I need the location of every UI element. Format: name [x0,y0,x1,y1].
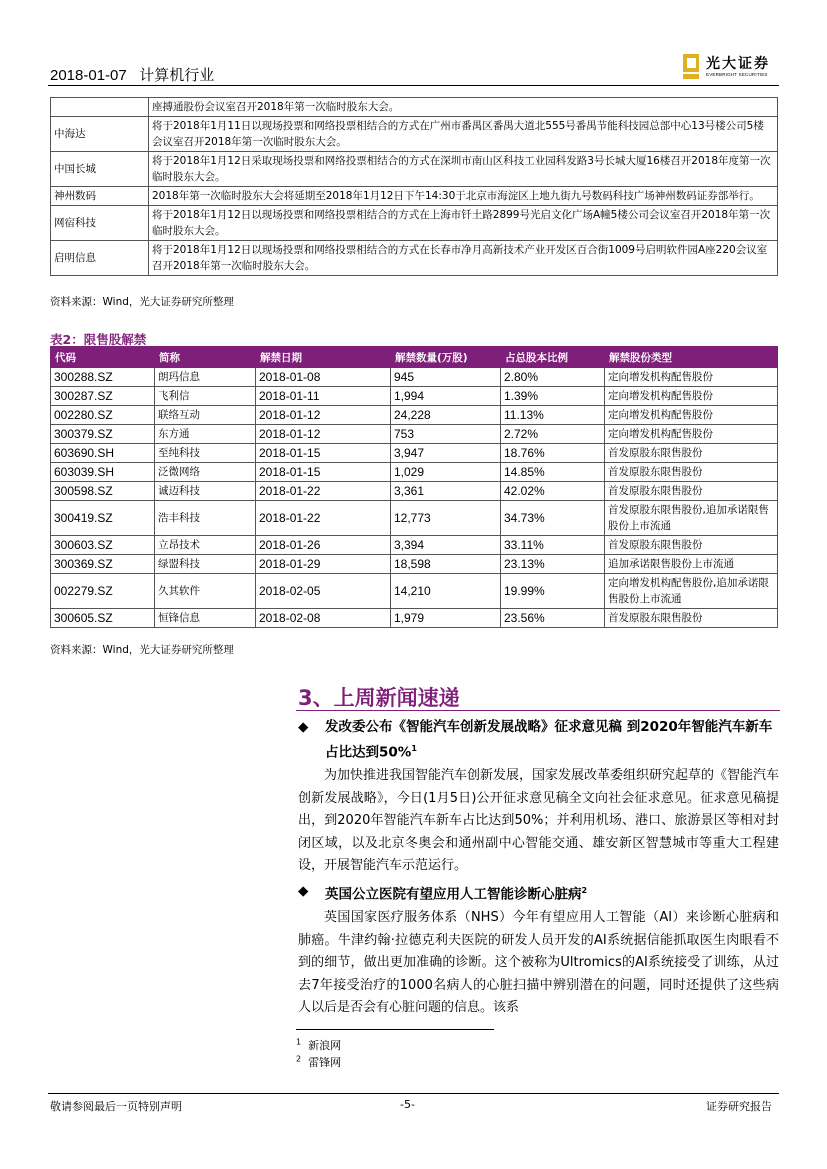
footer-rule [48,1093,779,1094]
lockup-table-row [51,501,778,536]
lockup-table-row [51,555,778,574]
footnote-number: 1 [296,1037,302,1047]
cell-name: 至纯科技 [155,444,256,463]
cell-date: 2018-01-26 [256,536,391,555]
cell-code: 603039.SH [51,463,155,482]
cell-name: 朗玛信息 [155,368,256,387]
cell-quantity: 24,228 [391,406,501,425]
cell-quantity: 3,361 [391,482,501,501]
cell-date: 2018-01-22 [256,482,391,501]
cell-quantity: 1,029 [391,463,501,482]
company-name: 网宿科技 [51,206,149,241]
cell-name: 诚迈科技 [155,482,256,501]
cell-quantity: 3,947 [391,444,501,463]
cell-name: 恒锋信息 [155,609,256,628]
cell-ratio: 18.76% [501,444,605,463]
cell-code: 300369.SZ [51,555,155,574]
header-col-date: 解禁日期 [256,347,391,368]
header-col-ratio: 占总股本比例 [501,347,605,368]
header-date-industry [50,64,214,85]
cell-ratio: 1.39% [501,387,605,406]
lockup-table-row [51,406,778,425]
cell-name: 久其软件 [155,574,256,609]
meetings-table [50,97,778,276]
footnote-text: 新浪网 [308,1039,342,1052]
company-logo [682,52,782,82]
cell-type: 首发原股东限售股份,追加承诺限售股份上市流通 [605,501,778,536]
meetings-source: 资料来源：Wind，光大证券研究所整理 [50,296,234,308]
cell-type: 定向增发机构配售股份 [605,368,778,387]
section-rule [296,710,780,711]
company-name: 神州数码 [51,187,149,206]
meeting-description: 将于2018年1月12日以现场投票和网络投票相结合的方式在上海市钎土路2899号光启文化广场A幢5楼公司会议室召开2018年第一次临时股东大会。 [149,206,778,241]
news-body-1: 为加快推进我国智能汽车创新发展，国家发展改革委组织研究起草的《智能汽车创新发展战略》，今日(1月5日)公开征求意见稿全文向社会征求意见。征求意见稿提出，到2020年智能汽车新车占比达到50%；并利用机场、港口、旅游景区等相对封闭区域，以及北京冬奥会和通州副中心智能交通、雄安新区智慧城市等重大工程建设，开展智能汽车示范运行。 [298,768,780,873]
cell-type: 首发原股东限售股份 [605,536,778,555]
cell-ratio: 23.56% [501,609,605,628]
footnote-number: 2 [296,1054,302,1064]
meeting-description: 2018年第一次临时股东大会将延期至2018年1月12日下午14:30于北京市海淀区上地九街九号数码科技广场神州数码证券部举行。 [149,187,778,206]
cell-ratio: 19.99% [501,574,605,609]
footnote-ref: 2 [581,886,588,895]
company-name [51,98,149,117]
report-date: 2018-01-07 [50,67,127,84]
cell-name: 绿盟科技 [155,555,256,574]
meeting-description: 座搏通股份会议室召开2018年第一次临时股东大会。 [149,98,778,117]
header-rule [48,85,779,86]
cell-type: 定向增发机构配售股份 [605,425,778,444]
cell-code: 300419.SZ [51,501,155,536]
cell-name: 立昂技术 [155,536,256,555]
cell-quantity: 945 [391,368,501,387]
footnote-rule [296,1029,494,1030]
cell-name: 泛微网络 [155,463,256,482]
cell-name: 东方通 [155,425,256,444]
cell-ratio: 33.11% [501,536,605,555]
cell-ratio: 42.02% [501,482,605,501]
cell-code: 002279.SZ [51,574,155,609]
cell-date: 2018-02-08 [256,609,391,628]
cell-ratio: 14.85% [501,463,605,482]
header-col-name: 简称 [155,347,256,368]
company-name: 中国长城 [51,152,149,187]
footnote-2 [296,1054,341,1070]
meeting-description: 将于2018年1月11日以现场投票和网络投票相结合的方式在广州市番禺区番禺大道北555号番禺节能科技园总部中心13号楼公司5楼会议室召开2018年第一次临时股东大会。 [149,117,778,152]
cell-type: 首发原股东限售股份 [605,609,778,628]
lockup-table-row [51,387,778,406]
cell-type: 定向增发机构配售股份,追加承诺限售股份上市流通 [605,574,778,609]
logo-text: 光大证券 [706,56,770,72]
cell-date: 2018-01-22 [256,501,391,536]
cell-type: 追加承诺限售股份上市流通 [605,555,778,574]
meetings-table-row [51,206,778,241]
header-col-type: 解禁股份类型 [605,347,778,368]
cell-date: 2018-01-12 [256,406,391,425]
cell-type: 定向增发机构配售股份 [605,387,778,406]
lockup-table-row [51,574,778,609]
diamond-bullet-icon: ◆ [298,883,309,899]
cell-ratio: 2.80% [501,368,605,387]
cell-date: 2018-01-08 [256,368,391,387]
lockup-table-row [51,444,778,463]
meetings-table-row [51,241,778,276]
lockup-table-row [51,609,778,628]
cell-date: 2018-01-29 [256,555,391,574]
news-headline-text: 英国公立医院有望应用人工智能诊断心脏病 [325,886,582,903]
cell-quantity: 18,598 [391,555,501,574]
meeting-description: 将于2018年1月12日采取现场投票和网络投票相结合的方式在深圳市南山区科技工业园科发路3号长城大厦16楼召开2018年度第一次临时股东大会。 [149,152,778,187]
cell-quantity: 3,394 [391,536,501,555]
header-col-quantity: 解禁数量(万股) [391,347,501,368]
cell-type: 定向增发机构配售股份 [605,406,778,425]
news-headline-text: 发改委公布《智能汽车创新发展战略》征求意见稿 到2020年智能汽车新车占比达到50% [325,719,773,761]
logo-mark-icon [682,54,702,80]
cell-type: 首发原股东限售股份 [605,482,778,501]
cell-type: 首发原股东限售股份 [605,463,778,482]
cell-quantity: 12,773 [391,501,501,536]
cell-date: 2018-01-15 [256,463,391,482]
cell-code: 603690.SH [51,444,155,463]
industry-name: 计算机行业 [139,67,215,84]
lockup-table-row [51,425,778,444]
footer-report-type: 证券研究报告 [706,1100,772,1113]
cell-code: 300379.SZ [51,425,155,444]
lockup-table-row [51,368,778,387]
cell-code: 300605.SZ [51,609,155,628]
section-title: 3、上周新闻速递 [298,686,460,710]
cell-date: 2018-01-12 [256,425,391,444]
footnote-1 [296,1037,341,1053]
cell-name: 联络互动 [155,406,256,425]
company-name: 中海达 [51,117,149,152]
lockup-table-row [51,463,778,482]
meetings-table-row [51,187,778,206]
meetings-table-row [51,98,778,117]
company-name: 启明信息 [51,241,149,276]
news-body-2: 英国国家医疗服务体系（NHS）今年有望应用人工智能（AI）来诊断心脏病和肺癌。牛津约翰·拉德克利夫医院的研发人员开发的AI系统据信能抓取医生肉眼看不到的细节，做出更加准确的诊断。这个被称为Ultromics的AI系统接受了训练，从过去7年接受治疗的1000名病人的心脏扫描中辨别潜在的问题，同时还提供了这些病人以后是否会有心脏问题的信息。该系 [298,910,779,1015]
cell-quantity: 1,979 [391,609,501,628]
lockup-source: 资料来源：Wind，光大证券研究所整理 [50,644,234,656]
cell-quantity: 753 [391,425,501,444]
cell-date: 2018-02-05 [256,574,391,609]
lockup-table-row [51,482,778,501]
cell-name: 飞利信 [155,387,256,406]
news-headline-2 [298,880,588,903]
cell-code: 300598.SZ [51,482,155,501]
lockup-table [50,346,778,628]
cell-quantity: 1,994 [391,387,501,406]
cell-code: 300287.SZ [51,387,155,406]
cell-type: 首发原股东限售股份 [605,444,778,463]
footnote-ref: 1 [411,744,417,753]
cell-ratio: 2.72% [501,425,605,444]
logo-subtext: EVERBRIGHT SECURITIES [706,72,768,77]
meetings-table-row [51,117,778,152]
diamond-bullet-icon: ◆ [298,719,309,735]
lockup-table-row [51,536,778,555]
cell-ratio: 23.13% [501,555,605,574]
header-col-code: 代码 [51,347,155,368]
cell-code: 300603.SZ [51,536,155,555]
cell-code: 002280.SZ [51,406,155,425]
cell-name: 浩丰科技 [155,501,256,536]
cell-date: 2018-01-15 [256,444,391,463]
meeting-description: 将于2018年1月12日以现场投票和网络投票相结合的方式在长春市净月高新技术产业开发区百合街1009号启明软件园A座220会议室召开2018年第一次临时股东大会。 [149,241,778,276]
lockup-table-header [51,347,778,368]
news-headline-1 [298,716,773,761]
cell-code: 300288.SZ [51,368,155,387]
meetings-table-row [51,152,778,187]
lockup-table-caption: 表2：限售股解禁 [50,332,147,347]
footnote-text: 雷锋网 [308,1056,342,1069]
cell-date: 2018-01-11 [256,387,391,406]
page-number: -5- [400,1098,415,1111]
cell-ratio: 11.13% [501,406,605,425]
footer-disclaimer: 敬请参阅最后一页特别声明 [50,1100,182,1113]
cell-quantity: 14,210 [391,574,501,609]
cell-ratio: 34.73% [501,501,605,536]
